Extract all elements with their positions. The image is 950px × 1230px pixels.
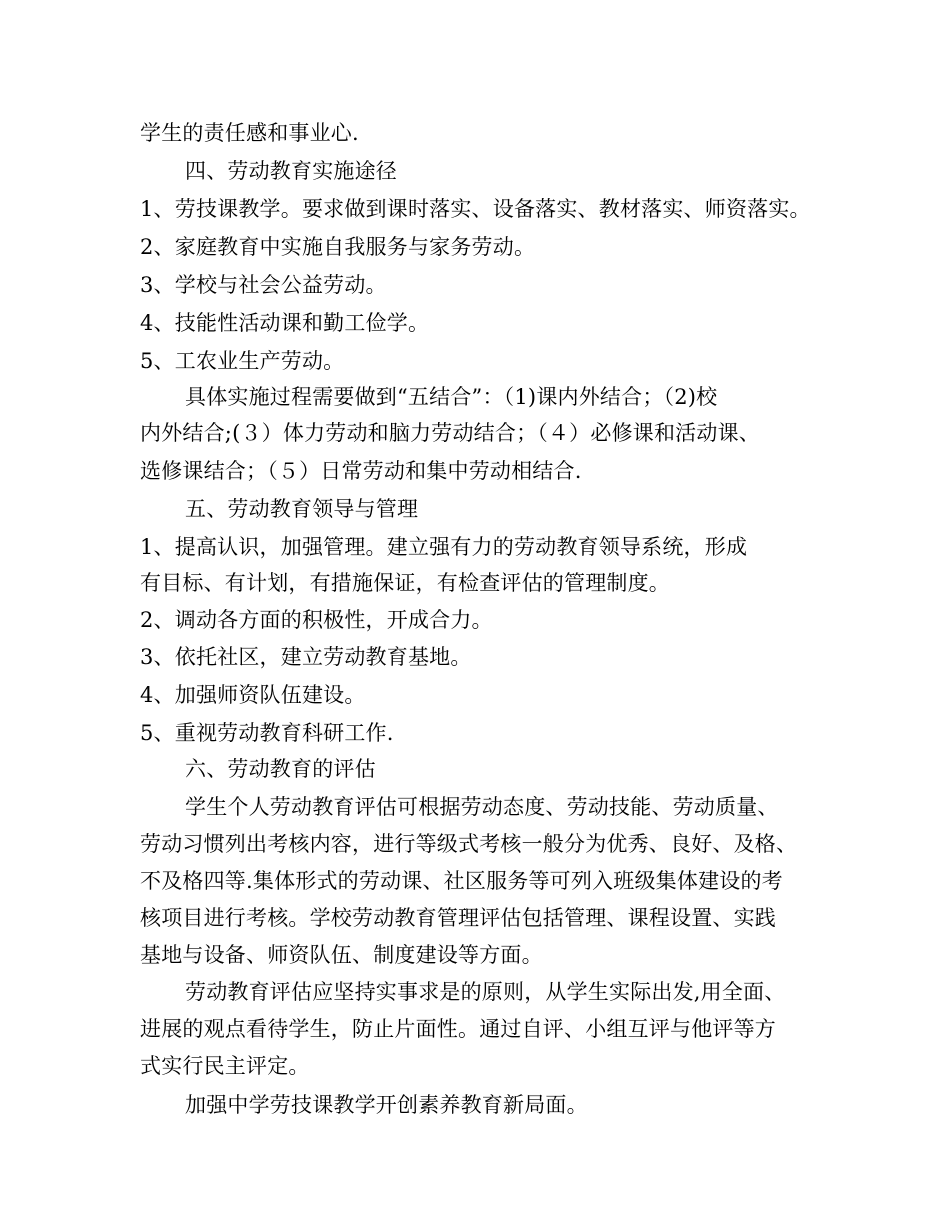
list-item: 5、工农业生产劳动。 [140, 349, 345, 373]
list-item-continuation: 有目标、有计划，有措施保证，有检查评估的管理制度。 [140, 571, 670, 595]
paragraph-line: 选修课结合；（５）日常劳动和集中劳动相结合. [140, 459, 582, 483]
paragraph-line: 基地与设备、师资队伍、制度建设等方面。 [140, 943, 543, 967]
paragraph-line: 内外结合;(３）体力劳动和脑力劳动结合；（４）必修课和活动课、 [140, 421, 760, 445]
list-item: 2、调动各方面的积极性，开成合力。 [140, 608, 493, 632]
list-item: 3、依托社区，建立劳动教育基地。 [140, 645, 472, 669]
paragraph-line: 具体实施过程需要做到“五结合”：（1)课内外结合；（2)校 [185, 385, 718, 409]
paragraph-line: 式实行民主评定。 [140, 1054, 310, 1078]
paragraph-line: 劳动习惯列出考核内容，进行等级式考核一般分为优秀、良好、及格、 [140, 832, 798, 856]
paragraph-line: 劳动教育评估应坚持实事求是的原则，从学生实际出发,用全面、 [185, 980, 786, 1004]
section-heading: 六、劳动教育的评估 [185, 757, 376, 781]
list-item: 5、重视劳动教育科研工作. [140, 721, 394, 745]
section-heading: 五、劳动教育领导与管理 [185, 497, 419, 521]
paragraph-line: 加强中学劳技课教学开创素养教育新局面。 [185, 1093, 588, 1117]
list-item: 4、加强师资队伍建设。 [140, 683, 366, 707]
list-item: 4、技能性活动课和勤工俭学。 [140, 311, 430, 335]
list-item: 1、劳技课教学。要求做到课时落实、设备落实、教材落实、师资落实。 [140, 197, 811, 221]
list-item: 2、家庭教育中实施自我服务与家务劳动。 [140, 235, 536, 259]
text-line: 学生的责任感和事业心. [140, 121, 359, 145]
list-item: 1、提高认识，加强管理。建立强有力的劳动教育领导系统，形成 [140, 535, 748, 559]
paragraph-line: 核项目进行考核。学校劳动教育管理评估包括管理、课程设置、实践 [140, 906, 776, 930]
paragraph-line: 学生个人劳动教育评估可根据劳动态度、劳动技能、劳动质量、 [185, 795, 779, 819]
paragraph-line: 不及格四等.集体形式的劳动课、社区服务等可列入班级集体建设的考 [140, 869, 783, 893]
list-item: 3、学校与社会公益劳动。 [140, 273, 387, 297]
paragraph-line: 进展的观点看待学生，防止片面性。通过自评、小组互评与他评等方 [140, 1017, 776, 1041]
section-heading: 四、劳动教育实施途径 [185, 159, 397, 183]
